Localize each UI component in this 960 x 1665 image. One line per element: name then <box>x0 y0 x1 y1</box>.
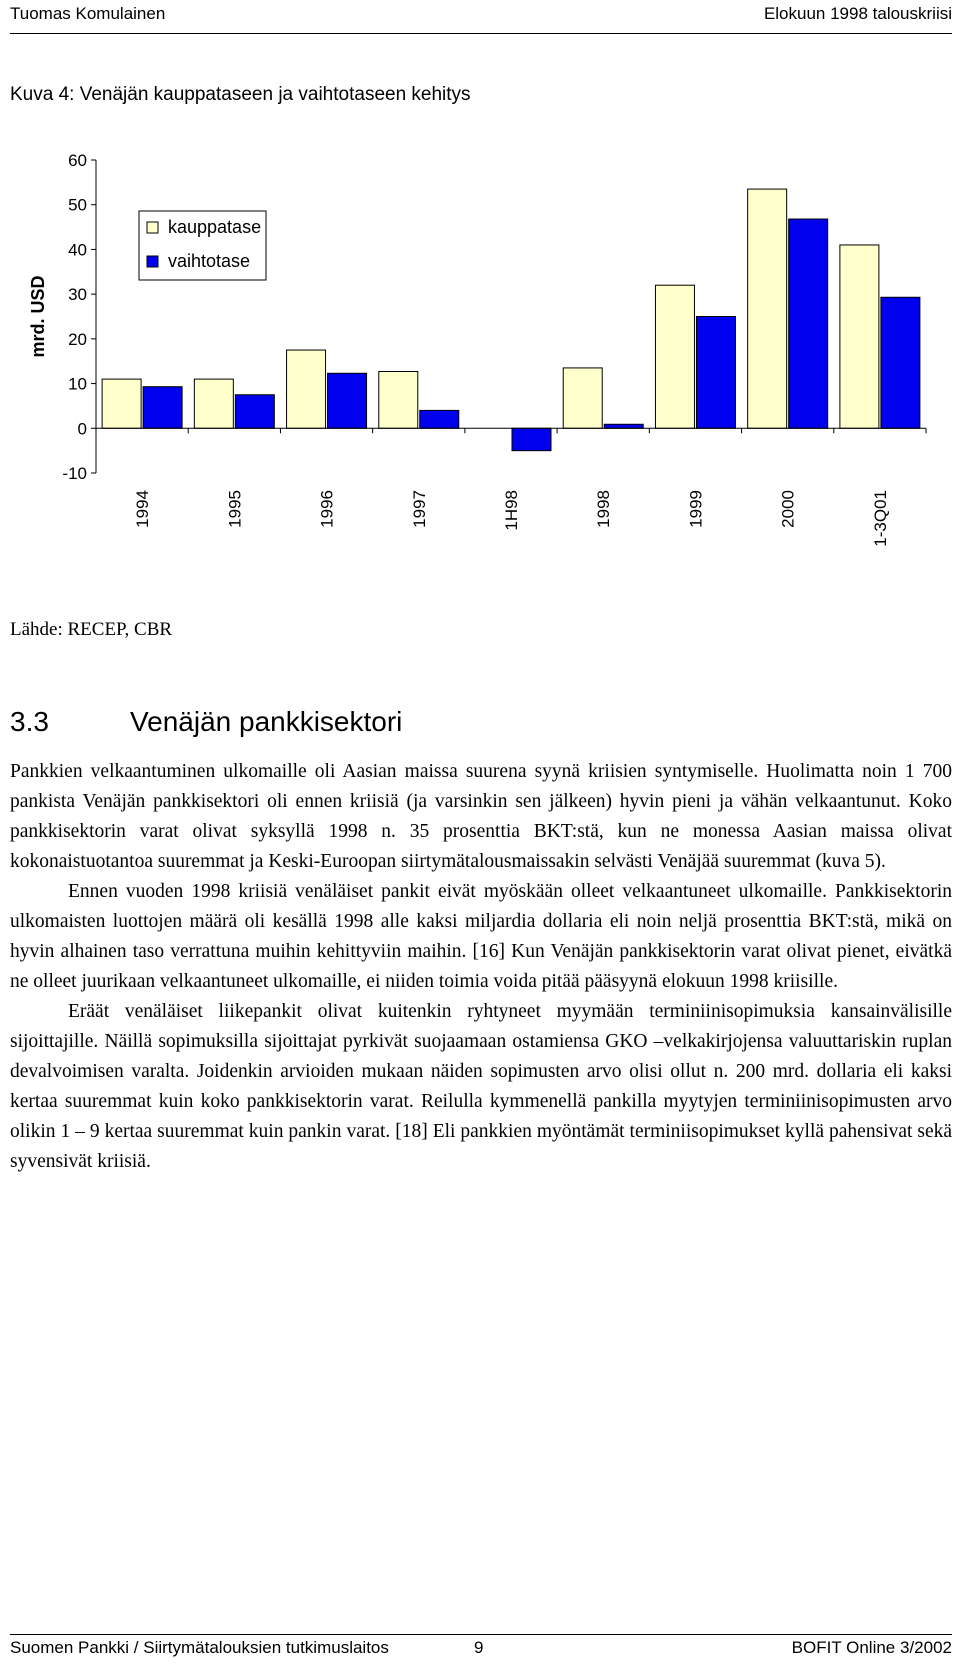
section-heading <box>10 706 402 738</box>
legend-label-vaihtotase: vaihtotase <box>168 251 251 271</box>
trade-balance-chart <box>0 140 960 610</box>
paragraph-2: Ennen vuoden 1998 kriisiä venäläiset pankit eivät myöskään olleet velkaantuneet ulkomaille. Pankkisektorin ulkomaisten luottojen määrä oli kesällä 1998 alle kaksi miljardia dollaria eli noin neljä prosenttia BKT:stä, mikä on hyvin alhainen taso verrattuna muihin kehittyviin maihin. [16] Kun Venäjän pankkisektorin varat olivat pienet, eivätkä ne olleet juurikaan velkaantuneet ulkomaille, ei niiden toimia voida pitää pääsyynä elokuun 1998 kriisille. <box>10 881 952 992</box>
page-number: 9 <box>474 1638 484 1657</box>
x-tick-label: 1-3Q01 <box>870 490 890 547</box>
y-tick-label: 40 <box>68 240 87 260</box>
y-tick-label: -10 <box>62 464 87 483</box>
legend-swatch-kauppatase <box>147 222 158 233</box>
x-tick-label: 1999 <box>686 490 706 528</box>
bar-vaihtotase-1-3Q01 <box>881 297 920 428</box>
paragraph-3: Eräät venäläiset liikepankit olivat kuitenkin ryhtyneet myymään terminiinisopimuksia kansainvälisille sijoittajille. Näillä sopimuksilla sijoittajat pyrkivät suojaamaan ostamiensa GKO –velkakirjojensa valuuttariskin ruplan devalvoimisen varalta. Joidenkin arvioiden mukaan näiden sopimusten arvo olisi ollut n. 200 mrd. dollaria eli kaksi kertaa suuremmat kuin koko pankkisektorin varat. Reilulla kymmenellä pankilla myytyjen terminiinisopimusten arvo olikin 1 – 9 kertaa suuremmat kuin pankin varat. [18] Eli pankkien myöntämät terminiisopimukset kyllä pahensivat sekä syvensivät kriisiä. <box>10 1001 952 1172</box>
section-title-text: Venäjän pankkisektori <box>130 706 403 737</box>
y-axis-title: mrd. USD <box>28 275 48 358</box>
bar-vaihtotase-1H98 <box>512 428 551 450</box>
bar-vaihtotase-1994 <box>143 387 182 429</box>
footer-institution: Suomen Pankki / Siirtymätalouksien tutkimuslaitos <box>10 1638 389 1657</box>
bar-vaihtotase-1997 <box>420 410 459 428</box>
x-tick-label: 1998 <box>594 490 614 528</box>
x-tick-label: 1994 <box>133 490 153 528</box>
body-text <box>10 757 952 1177</box>
x-tick-label: 2000 <box>778 490 798 528</box>
bar-kauppatase-1997 <box>379 371 418 428</box>
y-tick-label: 50 <box>68 195 87 215</box>
figure-source: Lähde: RECEP, CBR <box>10 619 173 640</box>
bar-kauppatase-1999 <box>655 285 694 428</box>
footer-publication: BOFIT Online 3/2002 <box>791 1638 952 1657</box>
bar-kauppatase-1996 <box>287 350 326 428</box>
running-header-author: Tuomas Komulainen <box>10 4 166 23</box>
bar-vaihtotase-1995 <box>235 395 274 429</box>
y-tick-label: 60 <box>68 151 87 170</box>
header-divider <box>10 33 952 34</box>
footer-divider <box>10 1634 952 1635</box>
bar-vaihtotase-1999 <box>696 317 735 429</box>
bar-kauppatase-2000 <box>748 189 787 428</box>
section-number: 3.3 <box>10 706 49 737</box>
y-tick-label: 0 <box>77 419 87 439</box>
bar-kauppatase-1995 <box>194 379 233 428</box>
legend-swatch-vaihtotase <box>147 256 158 267</box>
running-header-title: Elokuun 1998 talouskriisi <box>763 4 952 23</box>
bar-kauppatase-1-3Q01 <box>840 245 879 428</box>
x-tick-label: 1H98 <box>502 490 521 531</box>
y-tick-label: 10 <box>68 374 87 394</box>
bar-vaihtotase-1998 <box>604 424 643 428</box>
y-tick-label: 30 <box>68 285 87 305</box>
x-tick-label: 1996 <box>317 490 337 528</box>
bar-vaihtotase-2000 <box>789 219 828 428</box>
bar-vaihtotase-1996 <box>328 373 367 428</box>
paragraph-1: Pankkien velkaantuminen ulkomaille oli Aasian maissa suurena syynä kriisien syntymiselle. Huolimatta noin 1 700 pankista Venäjän pankkisektori oli ennen kriisiä (ja varsinkin sen jälkeen) hyvin pieni ja vähän velkaantunut. Koko pankkisektorin varat olivat syksyllä 1998 n. 35 prosenttia BKT:stä, kun ne monessa Aasian maissa olivat kokonaistuotantoa suuremmat ja Keski-Euroopan siirtymätalousmaissakin selvästi Venäjää suuremmat (kuva 5). <box>10 761 952 872</box>
legend-label-kauppatase: kauppatase <box>168 217 262 237</box>
bar-kauppatase-1994 <box>102 379 141 428</box>
y-tick-label: 20 <box>68 329 87 349</box>
x-tick-label: 1997 <box>409 490 429 528</box>
x-tick-label: 1995 <box>225 490 245 528</box>
bar-kauppatase-1998 <box>563 368 602 428</box>
figure-caption: Kuva 4: Venäjän kauppataseen ja vaihtotaseen kehitys <box>10 84 471 105</box>
